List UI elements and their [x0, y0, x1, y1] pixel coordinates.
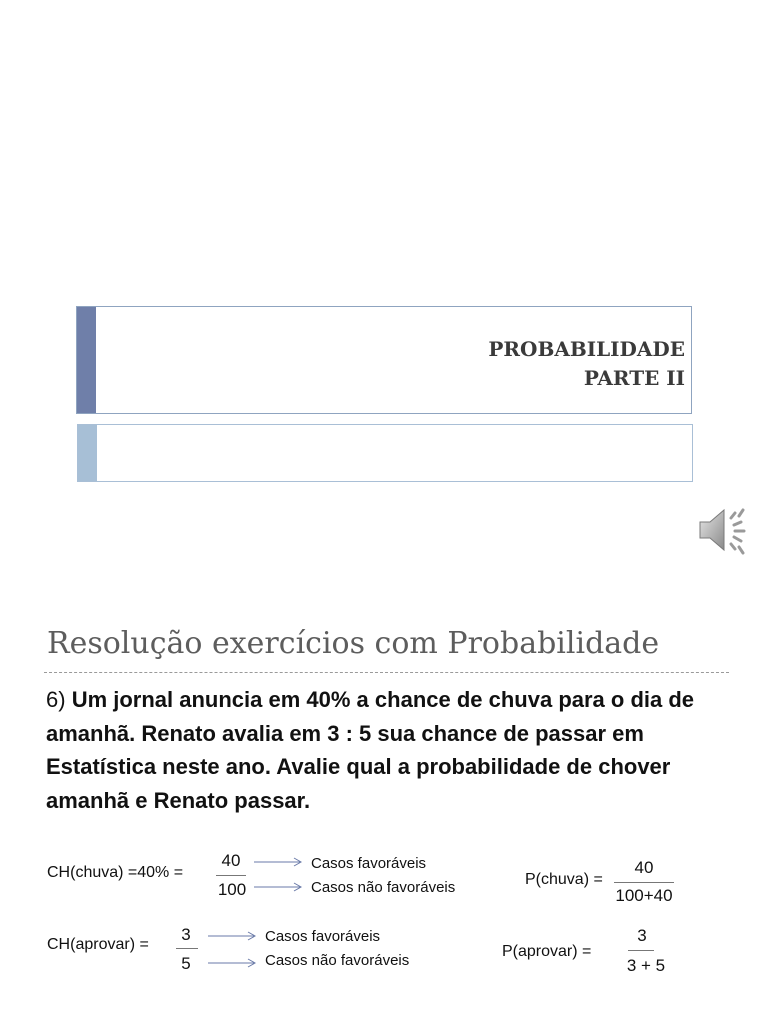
ch-aprovar-denominator: 5 — [181, 954, 191, 973]
title-box — [76, 306, 692, 414]
subtitle-accent-bar — [78, 425, 97, 481]
p-chuva-fraction-bar — [614, 882, 674, 883]
ch-chuva-denominator: 100 — [217, 880, 247, 899]
ch-chuva-numerator: 40 — [221, 851, 241, 870]
arrow-icon — [208, 958, 256, 968]
ch-aprovar-case-favorable: Casos favoráveis — [265, 928, 381, 945]
heading-divider — [44, 672, 729, 673]
title-accent-bar — [77, 307, 96, 413]
arrow-icon — [254, 882, 302, 892]
ch-aprovar-fraction-bar — [176, 948, 198, 949]
problem-number: 6) — [46, 687, 66, 712]
problem-statement — [46, 683, 726, 817]
ch-chuva-case-favorable: Casos favoráveis — [311, 855, 427, 872]
p-aprovar-denominator: 3 + 5 — [626, 956, 666, 975]
slide-heading: Resolução exercícios com Probabilidade — [47, 626, 660, 661]
p-chuva-denominator: 100+40 — [615, 886, 673, 905]
ch-chuva-label: CH(chuva) =40% = — [47, 864, 184, 881]
ch-chuva-fraction-bar — [216, 875, 246, 876]
speaker-icon[interactable] — [697, 504, 753, 558]
p-aprovar-label: P(aprovar) = — [502, 943, 592, 960]
slide-title — [488, 335, 685, 393]
ch-aprovar-label: CH(aprovar) = — [47, 936, 149, 953]
ch-aprovar-numerator: 3 — [181, 925, 191, 944]
ch-aprovar-case-unfavorable: Casos não favoráveis — [265, 952, 410, 969]
title-line-2: PARTE II — [583, 366, 685, 390]
p-chuva-numerator: 40 — [634, 858, 654, 877]
problem-text: Um jornal anuncia em 40% a chance de chuva para o dia de amanhã. Renato avalia em 3 : 5 sua chance de passar em Estatística neste ano. Avalie qual a probabilidade de chover amanhã e Renato passar. — [46, 687, 695, 813]
p-aprovar-numerator: 3 — [637, 926, 647, 945]
p-chuva-label: P(chuva) = — [525, 871, 603, 888]
subtitle-box — [77, 424, 693, 482]
arrow-icon — [208, 931, 256, 941]
arrow-icon — [254, 857, 302, 867]
p-aprovar-fraction-bar — [628, 950, 654, 951]
ch-chuva-case-unfavorable: Casos não favoráveis — [311, 879, 456, 896]
title-line-1: PROBABILIDADE — [488, 337, 685, 361]
